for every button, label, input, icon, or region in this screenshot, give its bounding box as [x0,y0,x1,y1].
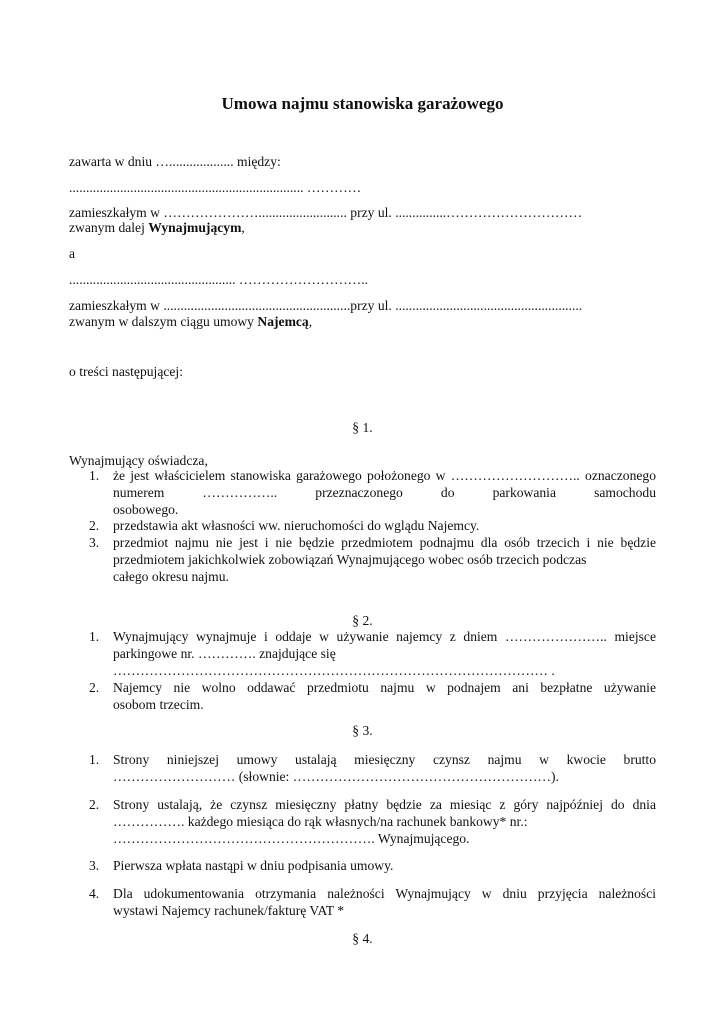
contract-date-line: zawarta w dniu …................... między: [69,154,281,169]
section-3-item-1 [89,751,656,785]
item-text: …………………………………………………………………………………… . [113,663,555,678]
section-1-item-1 [89,467,656,518]
item-text: że jest właścicielem stanowiska garażowego położonego w ……………………….. oznaczonego numerem …………….. przeznaczonego do parkowania samochodu [113,468,656,500]
lessor-address-line: zamieszkałym w ………………….......................... przy ul. ...............………………………… [69,205,583,220]
item-number: 1. [89,629,100,644]
section-1-intro: Wynajmujący oświadcza, [69,453,208,468]
lessor-name-line: ..................................................................... ………… [69,180,362,195]
lessee-name-line: ................................................. ……………………….. [69,272,369,287]
following-content-line: o treści następującej: [69,364,183,379]
lessee-designation-line: zwanym w dalszym ciągu umowy Najemcą, [69,314,313,329]
item-number: 3. [89,535,100,550]
lessor-designation-line: zwanym dalej Wynajmującym, [69,220,245,235]
item-text: Pierwsza wpłata nastąpi w dniu podpisania umowy. [113,858,394,873]
item-number: 2. [89,797,100,812]
section-3-item-2 [89,796,656,847]
section-1-item-3 [89,534,656,585]
section-4-heading: § 4. [352,931,373,946]
item-text: osobowego. [113,502,179,517]
section-1-item-2 [89,517,656,534]
document-title: Umowa najmu stanowiska garażowego [221,94,504,113]
item-text: wystawi Najemcy rachunek/fakturę VAT * [113,903,345,918]
lessee-address-line: zamieszkałym w .......................................................przy ul. ....................................................... [69,298,583,313]
section-3-item-4 [89,885,656,919]
section-2-item-2 [89,679,656,713]
item-text: Wynajmujący wynajmuje i oddaje w używanie najemcy z dniem ………………….. miejsce parkingowe nr. …………. znajdujące się [113,629,656,661]
section-1-heading: § 1. [352,420,373,435]
item-text: Strony ustalają, że czynsz miesięczny płatny będzie za miesiąc z góry najpóźniej do dnia ……………. każdego miesiąca do rąk własnych/na rachunek bankowy* nr.: [113,797,656,829]
item-text: Dla udokumentowania otrzymania należności Wynajmujący w dniu przyjęcia należności [113,886,656,901]
item-text: przedmiot najmu nie jest i nie będzie przedmiotem podnajmu dla osób trzecich i nie będzie przedmiotem jakichkolwiek zobowiązań Wynajmującego wobec osób trzecich podczas [113,535,656,567]
item-number: 2. [89,680,100,695]
section-2-heading: § 2. [352,613,373,628]
item-text: przedstawia akt własności ww. nieruchomości do wglądu Najemcy. [113,518,480,533]
section-3-item-3 [89,857,656,874]
item-number: 1. [89,752,100,767]
item-text: Strony niniejszej umowy ustalają miesięczny czynsz najmu w kwocie brutto [113,752,656,767]
item-number: 4. [89,886,100,901]
item-text: …………………………………………………. Wynajmującego. [113,831,470,846]
section-2-item-1 [89,628,656,679]
item-number: 3. [89,858,100,873]
item-text: ……………………… (słownie: …………………………………………………). [113,769,559,784]
item-text: Najemcy nie wolno oddawać przedmiotu najmu w podnajem ani bezpłatne używanie [113,680,656,695]
and-conjunction: a [69,246,76,261]
item-number: 1. [89,468,100,483]
item-number: 2. [89,518,100,533]
section-3-heading: § 3. [352,723,373,738]
item-text: osobom trzecim. [113,697,204,712]
item-text: całego okresu najmu. [113,569,229,584]
